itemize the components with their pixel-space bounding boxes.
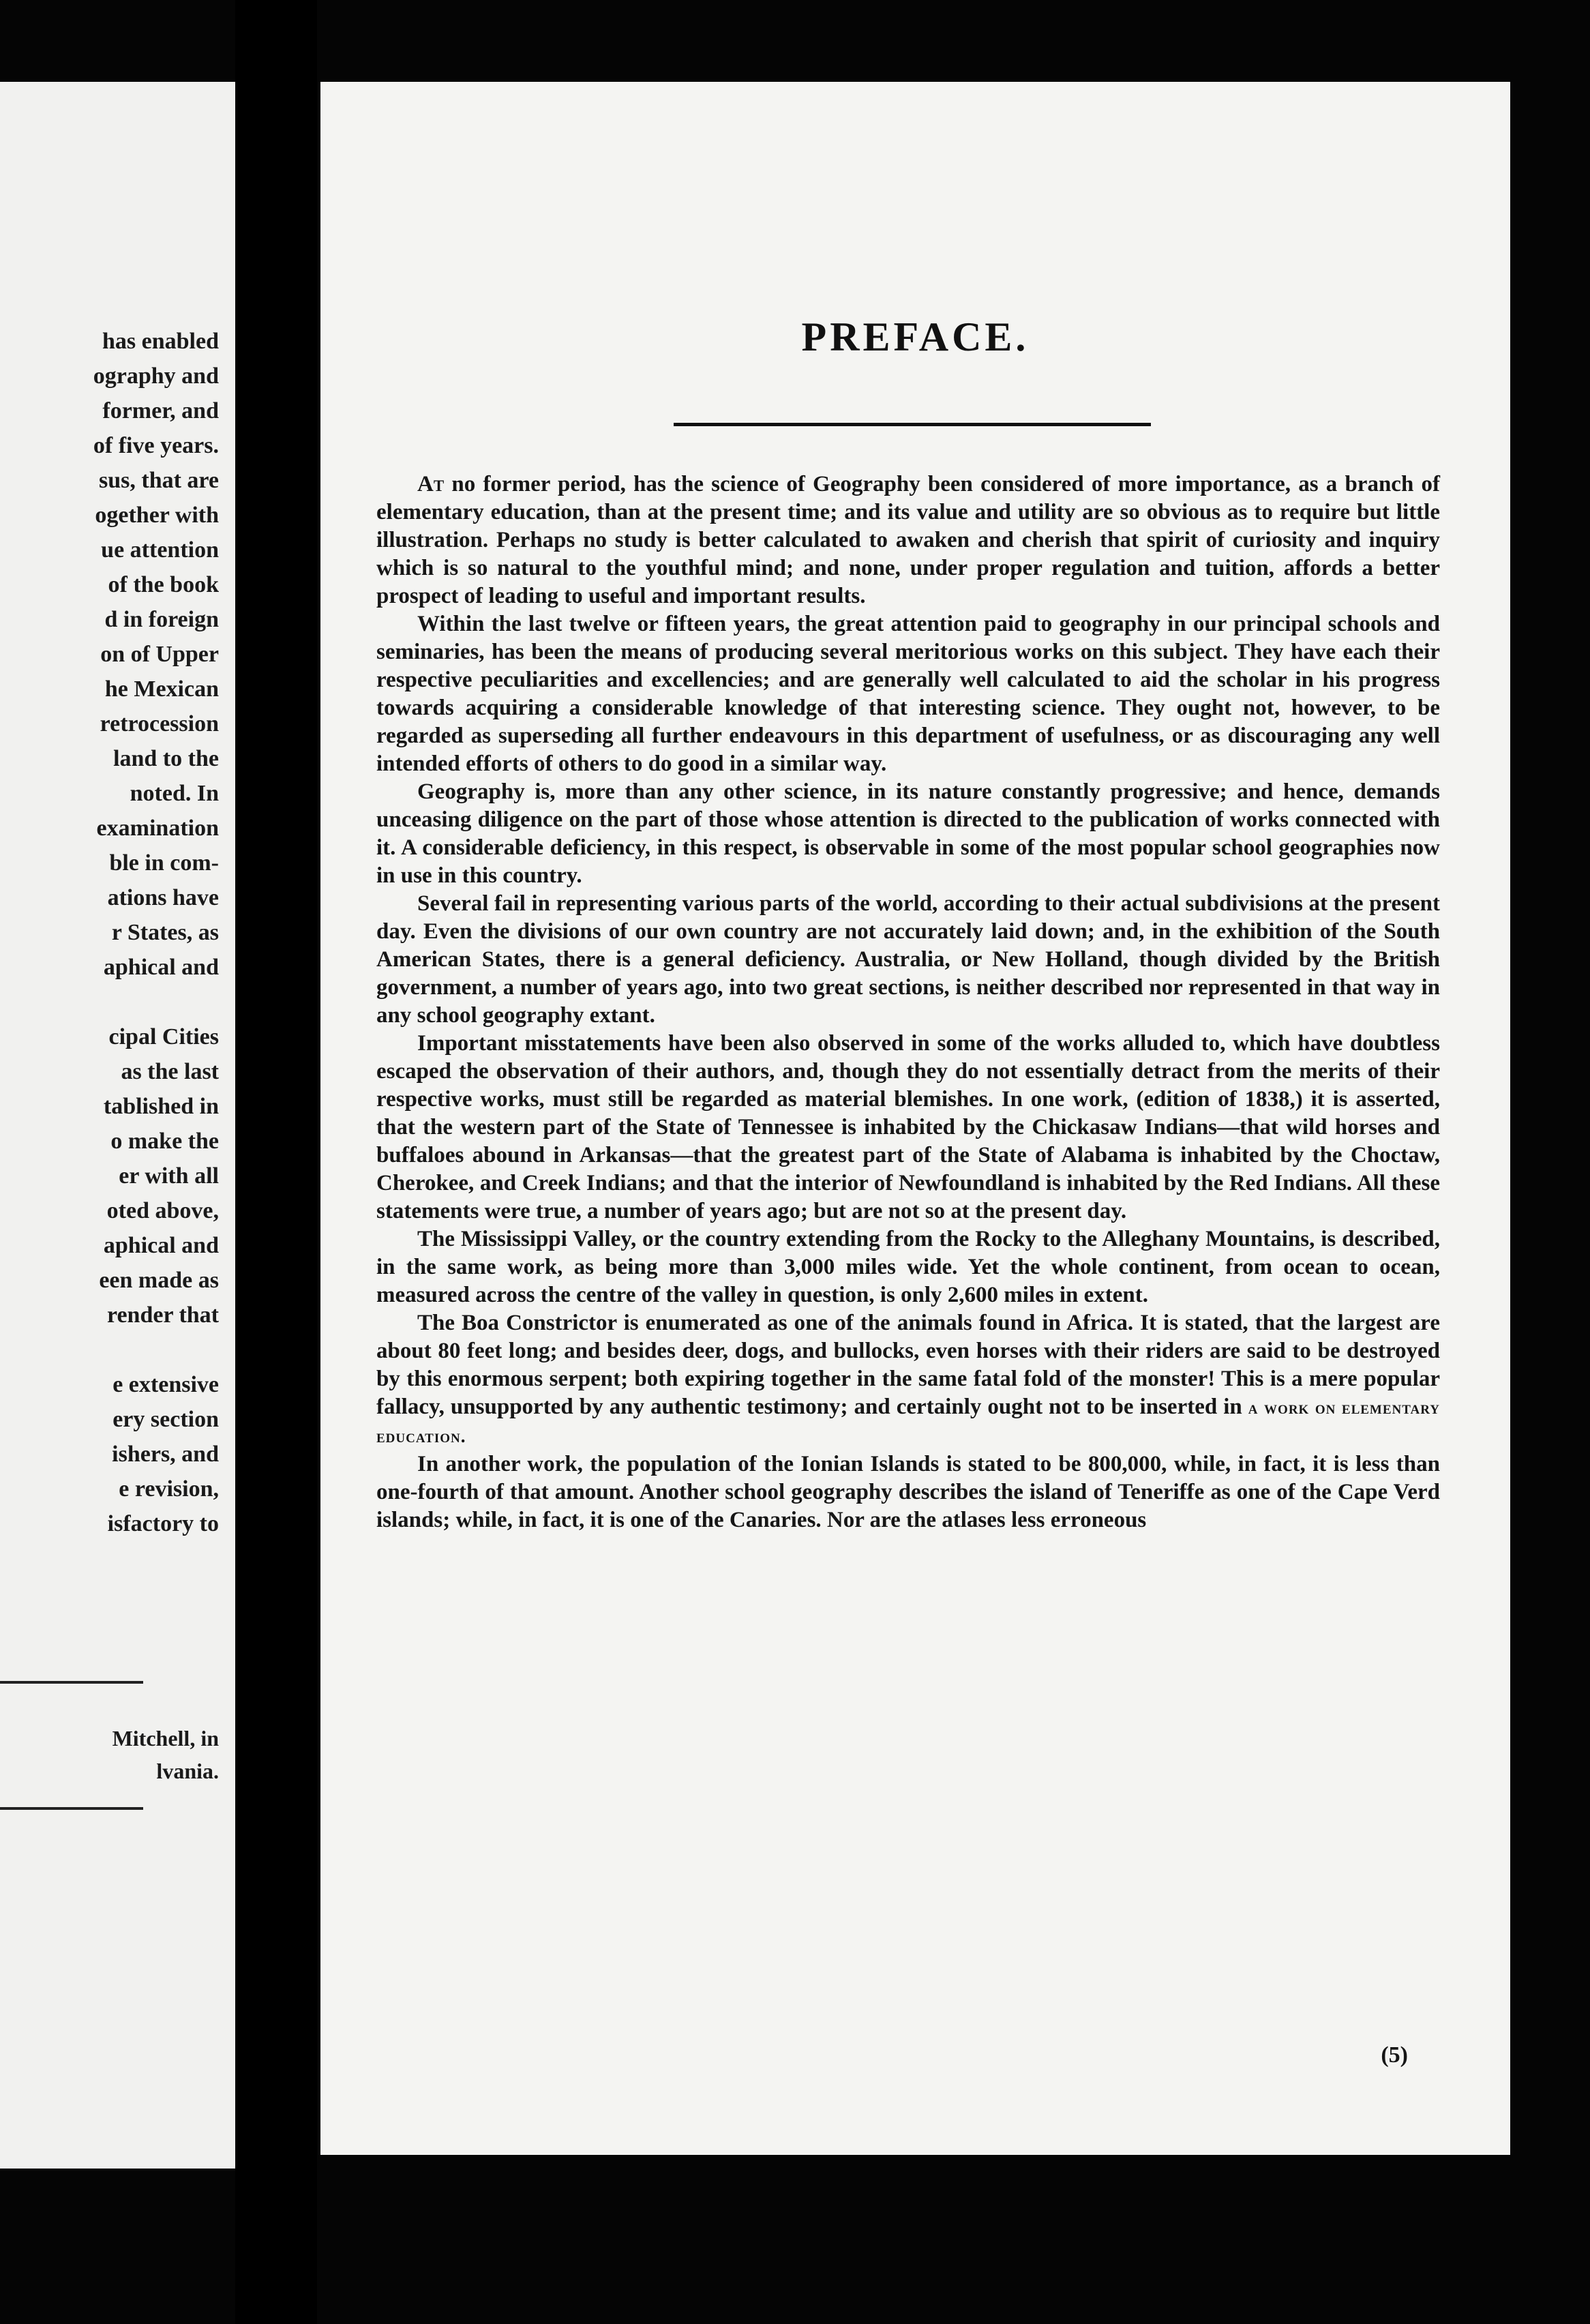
left-page-line: examination (96, 816, 219, 841)
paragraph: In another work, the population of the Ionian Islands is stated to be 800,000, while, in fact, it is less than one-fourth of that amount. Another school geography describes the island of Teneriffe as one of the Cape Verd islands; while, in fact, it is one of the Canaries. Nor are the atlases less erroneous (376, 1452, 1440, 1532)
left-page-line: of five years. (93, 433, 219, 458)
book-binding-gutter (235, 0, 317, 2324)
left-page-line: as the last (121, 1059, 219, 1084)
left-page-line: aphical and (103, 1233, 219, 1258)
left-page-rule-bottom (0, 1807, 143, 1810)
left-facing-page (0, 82, 235, 2169)
paragraph-text: no former period, has the science of Geography been considered of more importance, as a branch of elementary education, than at the present time; and its value and utility are so obvious as to require but little illustration. Perhaps no study is better calculated to awaken and cherish that spirit of curiosity and inquiry which is so natural to the youthful mind; and none, under proper regulation and tuition, affords a better prospect of leading to useful and important results. (376, 472, 1440, 608)
left-page-line: aphical and (103, 955, 219, 980)
left-page-line: een made as (99, 1268, 219, 1293)
left-page-line: ble in com- (109, 850, 219, 876)
left-page-line: cipal Cities (108, 1024, 219, 1049)
left-page-line: sus, that are (99, 468, 219, 493)
left-page-line: r States, as (111, 920, 219, 945)
page-number: (5) (1381, 2042, 1408, 2068)
left-page-line: noted. In (130, 781, 219, 806)
left-page-footnote (14, 1722, 219, 1787)
paragraph: Within the last twelve or fifteen years, the great attention paid to geography in our principal schools and seminaries, has been the means of producing several meritorious works on this subject. They have each their respective peculiarities and excellencies; and are generally well calculated to aid the scholar in his progress towards acquiring a considerable knowledge of that interesting science. They ought not, however, to be regarded as superseding all further endeavours in this department of usefulness, or as discouraging any well intended efforts of others to do good in a similar way. (376, 612, 1440, 776)
left-page-line: er with all (119, 1163, 219, 1189)
left-page-line: tablished in (103, 1094, 219, 1119)
preface-page (320, 82, 1510, 2155)
left-page-line: former, and (102, 398, 219, 423)
left-page-line (0, 985, 219, 1019)
left-page-line: e revision, (119, 1476, 219, 1502)
left-page-line: ogether with (95, 503, 219, 528)
left-page-line: ue attention (101, 537, 219, 563)
paragraph: Important misstatements have been also observed in some of the works alluded to, which have doubtless escaped the observation of their authors, and, though they do not essentially detract from the merits of their respective works, must still be regarded as material blemishes. In one work, (edition of 1838,) it is asserted, that the western part of the State of Tennessee is inhabited by the Chickasaw Indians—that wild horses and buffaloes abound in Arkansas—that the greatest part of the State of Alabama is inhabited by the Choctaw, Cherokee, and Creek Indians; and that the interior of Newfoundland is inhabited by the Red Indians. All these statements were true, a number of years ago; but are not so at the present day. (376, 1031, 1440, 1223)
left-page-line: ations have (107, 885, 219, 910)
title-rule (674, 423, 1151, 426)
paragraph (376, 1309, 1440, 1450)
left-page-text (0, 324, 219, 1541)
page-title: PREFACE. (801, 314, 1030, 359)
paragraph: Geography is, more than any other science, in its nature constantly progressive; and hence, demands unceasing diligence on the part of those whose attention is directed to the publication of works connected with it. A considerable deficiency, in this respect, is observable in some of the most popular school geographies now in use in this country. (376, 779, 1440, 888)
left-page-line: has enabled (102, 329, 219, 354)
left-page-line: oted above, (106, 1198, 219, 1223)
left-page-line: land to the (113, 746, 219, 771)
left-page-line: ery section (112, 1407, 219, 1432)
paragraph-lead-word: At (417, 472, 445, 496)
left-page-line: of the book (108, 572, 219, 597)
left-page-rule (0, 1681, 143, 1684)
left-page-line: e extensive (112, 1372, 219, 1397)
left-page-line: ishers, and (112, 1442, 219, 1467)
left-page-line: retrocession (100, 711, 219, 736)
preface-body (376, 471, 1440, 1534)
paragraph (376, 471, 1440, 610)
smallcaps-phrase: a work on elementary education. (376, 1397, 1440, 1446)
paragraph-text: The Boa Constrictor is enumerated as one of the animals found in Africa. It is stated, that the largest are about 80 feet long; and besides deer, dogs, and bullocks, even horses with their riders are said to be destroyed by this enormous serpent; both expiring together in the same fatal fold of the monster! This is a mere popular fallacy, unsupported by any authentic testimony; and certainly ought not to be inserted in (376, 1311, 1440, 1419)
left-page-line: d in foreign (104, 607, 219, 632)
left-page-line: isfactory to (107, 1511, 219, 1536)
left-page-line: he Mexican (104, 676, 219, 702)
paragraph: Several fail in representing various parts of the world, according to their actual subdivisions at the present day. Even the divisions of our own country are not accurately laid down; and, in the exhibition of the South American States, there is a general deficiency. Australia, or New Holland, though divided by the British government, a number of years ago, into two great sections, is neither described nor represented in that way in any school geography extant. (376, 891, 1440, 1028)
left-page-footnote-line: Mitchell, in (112, 1726, 219, 1751)
paragraph: The Mississippi Valley, or the country extending from the Rocky to the Alleghany Mountains, is described, in the same work, as being more than 3,000 miles wide. Yet the whole continent, from ocean to ocean, measured across the centre of the valley in question, is only 2,600 miles in extent. (376, 1227, 1440, 1307)
left-page-line: on of Upper (100, 642, 219, 667)
left-page-line: o make the (110, 1129, 219, 1154)
left-page-footnote-line: lvania. (156, 1759, 219, 1783)
left-page-line: ography and (93, 363, 219, 389)
left-page-line: render that (106, 1302, 219, 1328)
left-page-line (0, 1332, 219, 1367)
